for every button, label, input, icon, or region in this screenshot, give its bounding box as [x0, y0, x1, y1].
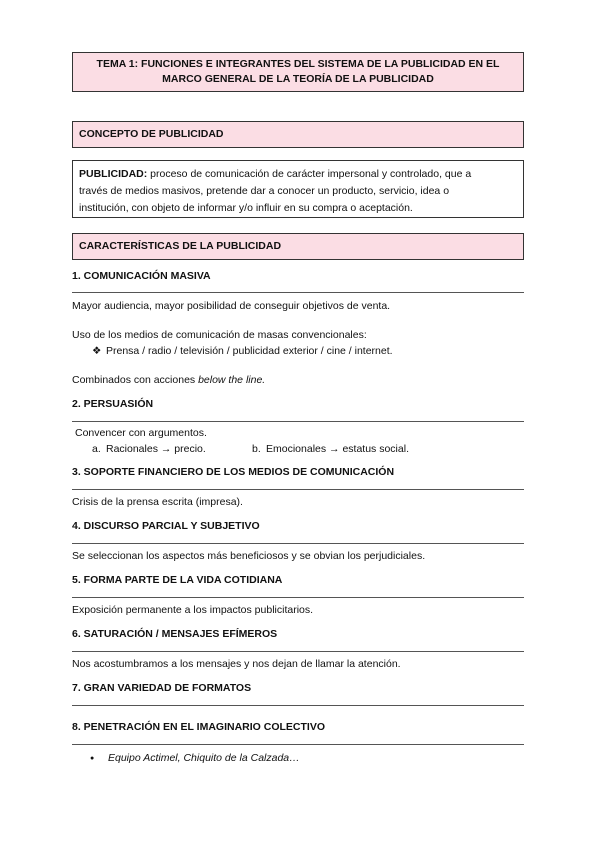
section-4-rule	[72, 543, 524, 544]
section-8-rule	[72, 744, 524, 745]
diamond-bullet-icon: ❖	[92, 345, 102, 357]
definition-line-3: institución, con objeto de informar y/o influir en su compra o aceptación.	[79, 202, 413, 214]
title-line-1: TEMA 1: FUNCIONES E INTEGRANTES DEL SISTEMA DE LA PUBLICIDAD EN EL	[96, 58, 500, 70]
section-8-bullet-text: Equipo Actimel, Chiquito de la Calzada…	[108, 752, 300, 764]
section-5-rule	[72, 597, 524, 598]
section-6-rule	[72, 651, 524, 652]
section-1-text-1: Mayor audiencia, mayor posibilidad de conseguir objetivos de venta.	[72, 300, 391, 312]
section-2-rule	[72, 421, 524, 422]
section-6-text-1: Nos acostumbramos a los mensajes y nos dejan de llamar la atención.	[72, 658, 401, 670]
title-line-2: MARCO GENERAL DE LA TEORÍA DE LA PUBLICIDAD	[162, 73, 434, 85]
section-2-heading: 2. PERSUASIÓN	[72, 398, 154, 410]
section-8-heading: 8. PENETRACIÓN EN EL IMAGINARIO COLECTIVO	[72, 721, 325, 733]
item-b-text: Emocionales → estatus social.	[266, 443, 409, 455]
section-2-text-1: Convencer con argumentos.	[75, 427, 207, 439]
item-b-marker: b.	[252, 443, 261, 455]
section-1-text-3-prefix: Combinados con acciones	[72, 374, 199, 386]
concepto-heading-box	[72, 121, 524, 148]
section-4-text-1: Se seleccionan los aspectos más beneficiosos y se obvian los perjudiciales.	[72, 550, 426, 562]
concepto-heading: CONCEPTO DE PUBLICIDAD	[79, 128, 224, 140]
section-3-heading: 3. SOPORTE FINANCIERO DE LOS MEDIOS DE COMUNICACIÓN	[72, 466, 395, 478]
section-5-text-1: Exposición permanente a los impactos publicitarios.	[72, 604, 314, 616]
document-title-box	[72, 52, 524, 92]
section-3-text-1: Crisis de la prensa escrita (impresa).	[72, 496, 243, 508]
item-a-text: Racionales → precio.	[106, 443, 206, 455]
section-6-heading: 6. SATURACIÓN / MENSAJES EFÍMEROS	[72, 628, 278, 640]
section-4-heading: 4. DISCURSO PARCIAL Y SUBJETIVO	[72, 520, 260, 532]
item-a-marker: a.	[92, 443, 101, 455]
round-bullet-icon: ●	[90, 755, 95, 762]
section-7-heading: 7. GRAN VARIEDAD DE FORMATOS	[72, 682, 252, 694]
section-1-text-3-italic: below the line.	[198, 374, 266, 386]
definition-line-2: través de medios masivos, pretende dar a conocer un producto, servicio, idea o	[79, 185, 450, 197]
section-5-heading: 5. FORMA PARTE DE LA VIDA COTIDIANA	[72, 574, 283, 586]
section-1-bullet-text: Prensa / radio / televisión / publicidad exterior / cine / internet.	[106, 345, 393, 357]
section-1-rule	[72, 292, 524, 293]
section-2-item-a	[92, 443, 206, 455]
section-8-bullet-item	[90, 752, 300, 764]
section-1-heading: 1. COMUNICACIÓN MASIVA	[72, 270, 211, 282]
section-3-rule	[72, 489, 524, 490]
section-1-text-3	[72, 374, 265, 386]
definition-box	[72, 160, 524, 218]
caracteristicas-heading: CARACTERÍSTICAS DE LA PUBLICIDAD	[79, 240, 282, 252]
definition-term: PUBLICIDAD:	[79, 168, 148, 180]
section-1-bullet-item	[92, 345, 393, 357]
section-1-text-2: Uso de los medios de comunicación de masas convencionales:	[72, 329, 367, 341]
section-2-item-b	[252, 443, 409, 455]
caracteristicas-heading-box	[72, 233, 524, 260]
definition-line-1: proceso de comunicación de carácter impersonal y controlado, que a	[147, 168, 472, 180]
section-7-rule	[72, 705, 524, 706]
